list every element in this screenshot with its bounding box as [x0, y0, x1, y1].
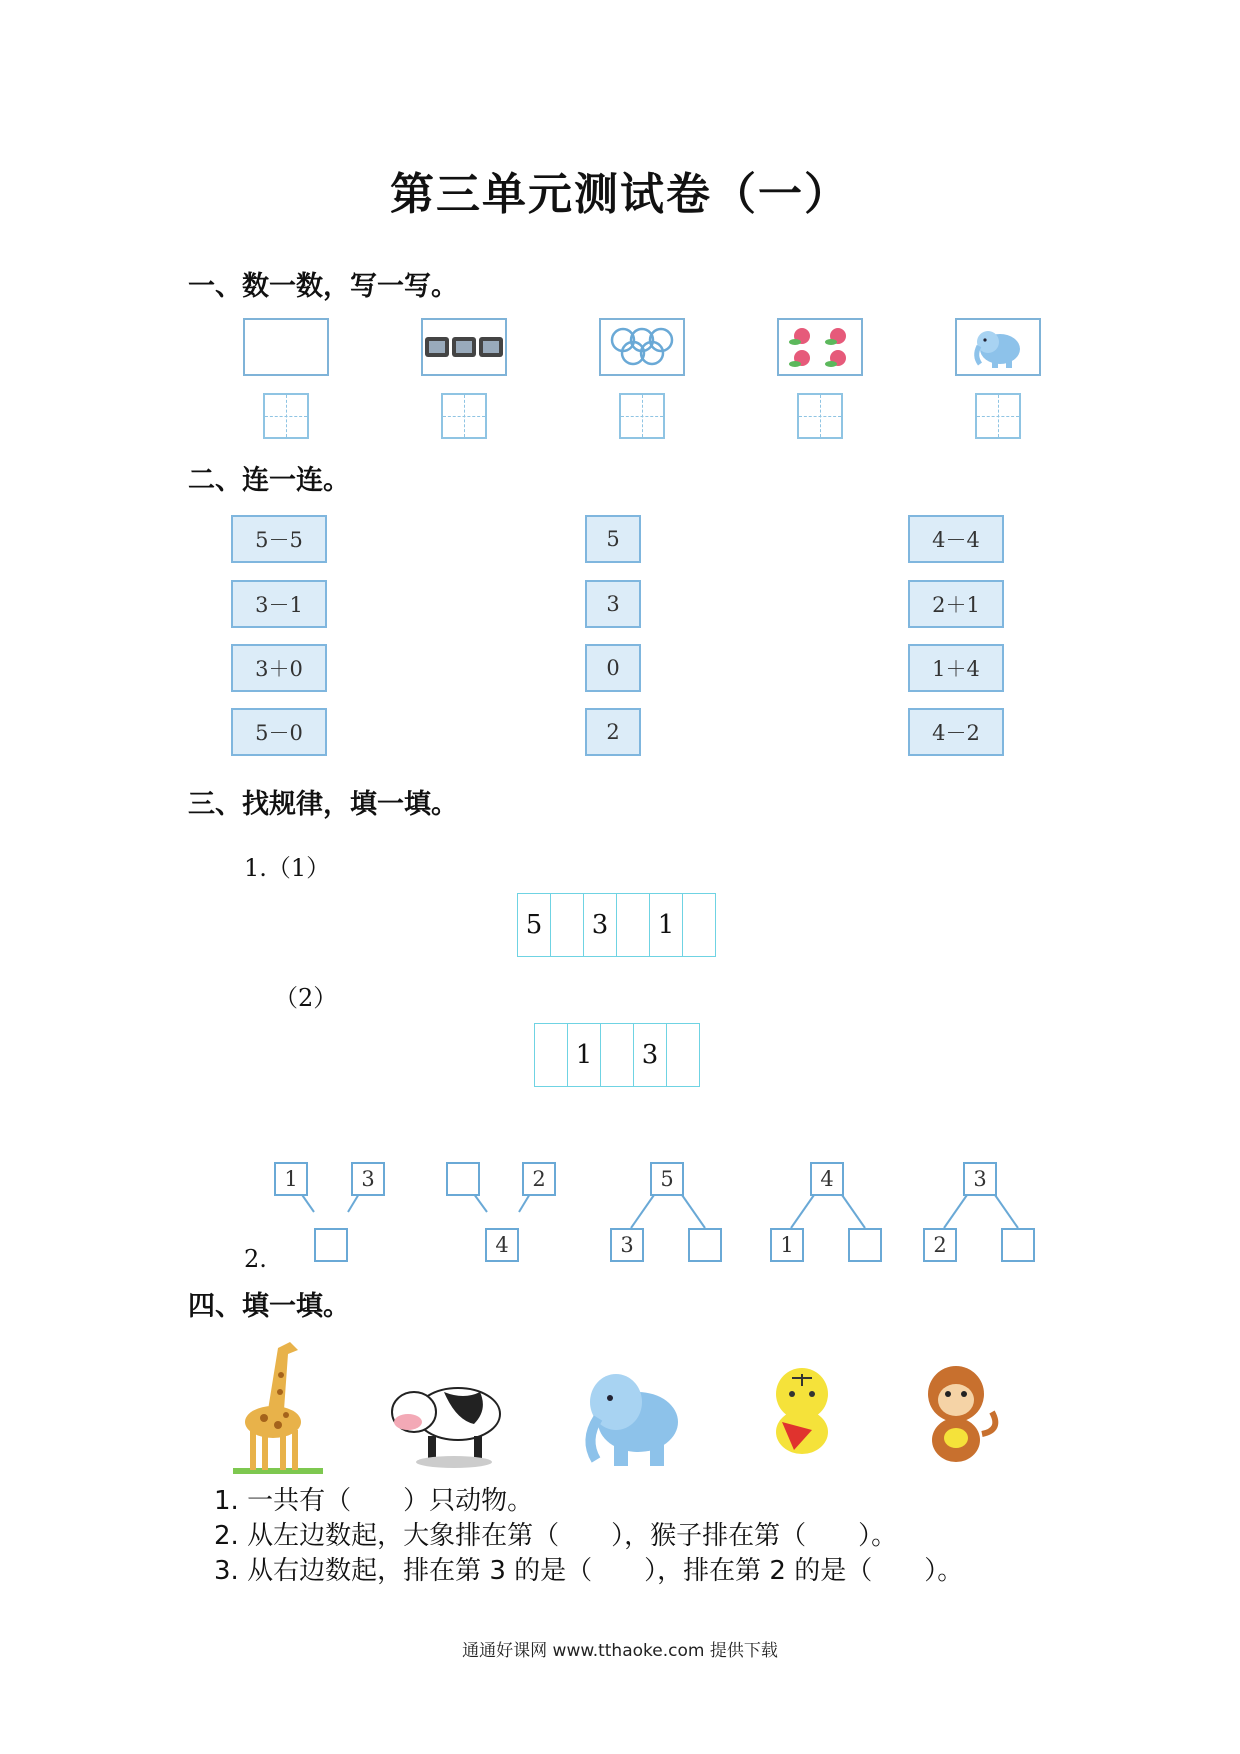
section2-heading: 二、连一连。 [188, 465, 350, 496]
question-label: 2. [244, 1245, 267, 1273]
match-card-left[interactable]: 3＋0 [231, 644, 327, 692]
bond-box[interactable]: 2 [522, 1162, 556, 1196]
giraffe-icon [228, 1330, 328, 1478]
section3-heading: 三、找规律，填一填。 [188, 789, 458, 820]
page-title: 第三单元测试卷（一） [390, 169, 850, 220]
match-card-right[interactable]: 4－2 [908, 708, 1004, 756]
bond-box[interactable] [688, 1228, 722, 1262]
section4-heading: 四、填一填。 [188, 1291, 350, 1322]
match-card-left[interactable]: 3－1 [231, 580, 327, 628]
bond-box[interactable] [848, 1228, 882, 1262]
sequence-cell[interactable]: 3 [634, 1024, 667, 1086]
bond-box[interactable]: 1 [770, 1228, 804, 1262]
match-card-middle[interactable]: 5 [585, 515, 641, 563]
bond-box[interactable]: 4 [485, 1228, 519, 1262]
match-card-middle[interactable]: 2 [585, 708, 641, 756]
cow-icon [384, 1370, 512, 1470]
bond-box[interactable]: 3 [963, 1162, 997, 1196]
sequence-cell[interactable]: 1 [650, 894, 683, 956]
bond-box[interactable] [1001, 1228, 1035, 1262]
bond-box[interactable]: 5 [650, 1162, 684, 1196]
bond-box[interactable] [314, 1228, 348, 1262]
bond-box[interactable]: 3 [610, 1228, 644, 1262]
question-label: 1.（1） [244, 854, 331, 882]
sequence-cell[interactable]: 1 [568, 1024, 601, 1086]
match-card-left[interactable]: 5－5 [231, 515, 327, 563]
tiger-icon [752, 1360, 852, 1460]
bond-box[interactable]: 3 [351, 1162, 385, 1196]
match-card-right[interactable]: 4－4 [908, 515, 1004, 563]
fill-question-3: 3. 从右边数起，排在第 3 的是（ ），排在第 2 的是（ ）。 [214, 1556, 964, 1586]
match-card-right[interactable]: 1＋4 [908, 644, 1004, 692]
elephant-icon [566, 1360, 686, 1470]
bond-box[interactable]: 2 [923, 1228, 957, 1262]
bond-box[interactable] [446, 1162, 480, 1196]
section1-heading: 一、数一数，写一写。 [188, 271, 458, 302]
fill-question-2: 2. 从左边数起，大象排在第（ ），猴子排在第（ ）。 [214, 1521, 898, 1551]
footer-text: 通通好课网 www.tthaoke.com 提供下载 [462, 1641, 778, 1661]
fill-question-1: 1. 一共有（ ）只动物。 [214, 1486, 534, 1516]
question-label: （2） [274, 984, 338, 1012]
match-card-middle[interactable]: 3 [585, 580, 641, 628]
sequence-cell[interactable]: 3 [584, 894, 617, 956]
sequence-cell[interactable]: 5 [518, 894, 551, 956]
match-card-right[interactable]: 2＋1 [908, 580, 1004, 628]
bond-box[interactable]: 1 [274, 1162, 308, 1196]
match-card-middle[interactable]: 0 [585, 644, 641, 692]
bond-box[interactable]: 4 [810, 1162, 844, 1196]
monkey-icon [912, 1360, 1004, 1470]
match-card-left[interactable]: 5－0 [231, 708, 327, 756]
